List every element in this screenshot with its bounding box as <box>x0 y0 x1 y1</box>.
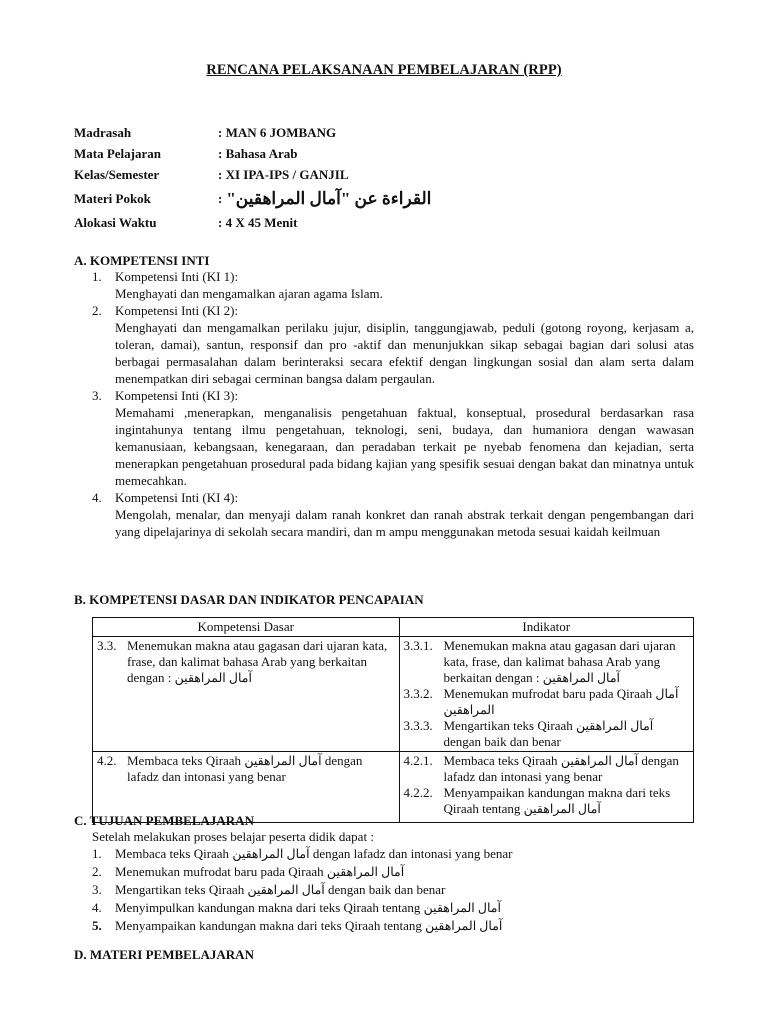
identity-row-materi <box>74 185 714 212</box>
tujuan-text: Menyampaikan kandungan makna dari teks Qiraah tentang <box>115 918 422 933</box>
column-header-indikator: Indikator <box>399 618 694 637</box>
madrasah-label: Madrasah <box>74 125 132 140</box>
kelas-value: : XI IPA-IPS / GANJIL <box>218 167 349 182</box>
indikator-cell <box>399 637 694 752</box>
tujuan-number: 1. <box>92 846 102 861</box>
indikator-text: Mengartikan teks Qiraah <box>443 718 573 733</box>
tujuan-text: Membaca teks Qiraah <box>115 846 230 861</box>
ki-item <box>92 268 694 302</box>
table-row <box>93 637 694 752</box>
ki-number: 2. <box>92 303 102 318</box>
arabic-phrase: آمال المراهقين <box>326 865 405 879</box>
identity-row-kelas <box>74 164 714 185</box>
arabic-phrase: آمال المراهقين <box>560 754 639 768</box>
tujuan-number: 2. <box>92 864 102 879</box>
section-b-heading: B. KOMPETENSI DASAR DAN INDIKATOR PENCAPAIAN <box>74 592 424 607</box>
arabic-phrase: آمال المراهقين <box>423 901 501 915</box>
document-title: RENCANA PELAKSANAAN PEMBELAJARAN (RPP) <box>206 62 562 78</box>
arabic-phrase: آمال المراهقين <box>542 671 621 685</box>
ki-description: Mengolah, menalar, dan menyaji dalam ranah konkret dan ranah abstrak terkait dengan pengembangan dari yang dipelajarinya di sekolah secara mandiri, dan m ampu menggunakan metoda sesuai kaidah keilmuan <box>115 507 694 539</box>
indikator-entry <box>404 638 690 686</box>
indikator-number: 3.3.3. <box>403 718 433 733</box>
table-header-row <box>93 618 694 637</box>
tujuan-number: 5. <box>92 918 102 933</box>
identity-row-mapel <box>74 143 714 164</box>
ki-number: 3. <box>92 388 102 403</box>
ki-title: Kompetensi Inti (KI 2): <box>115 303 239 318</box>
indikator-text: Menyampaikan kandungan makna dari teks Qiraah tentang <box>443 785 671 816</box>
arabic-phrase: آمال المراهقين <box>575 719 654 733</box>
arabic-phrase: آمال المراهقين <box>174 671 252 685</box>
alokasi-value: : 4 X 45 Menit <box>218 215 298 230</box>
kd-number: 3.3. <box>97 638 117 653</box>
madrasah-value: : MAN 6 JOMBANG <box>218 125 337 140</box>
identity-block <box>74 122 714 233</box>
mapel-value: : Bahasa Arab <box>218 146 298 161</box>
tujuan-text: dengan lafadz dan intonasi yang benar <box>312 846 513 861</box>
indikator-number: 3.3.2. <box>403 686 433 701</box>
materi-label: Materi Pokok <box>74 191 151 206</box>
tujuan-number: 4. <box>92 900 102 915</box>
ki-number: 4. <box>92 490 102 505</box>
kompetensi-inti-list <box>92 268 694 540</box>
indikator-text: Menemukan mufrodat baru pada Qiraah <box>443 686 653 701</box>
arabic-phrase: آمال المراهقين <box>247 883 325 897</box>
arabic-phrase: آمال المراهقين <box>425 919 503 933</box>
arabic-phrase: آمال المراهقين <box>443 687 679 717</box>
kd-indikator-table <box>92 617 694 823</box>
ki-item <box>92 302 694 387</box>
tujuan-text: Menemukan mufrodat baru pada Qiraah <box>115 864 324 879</box>
ki-item <box>92 387 694 489</box>
mapel-label: Mata Pelajaran <box>74 146 162 161</box>
indikator-entry <box>404 718 690 750</box>
kd-entry <box>97 753 395 785</box>
section-c-heading: C. TUJUAN PEMBELAJARAN <box>74 813 254 828</box>
alokasi-label: Alokasi Waktu <box>74 215 157 230</box>
tujuan-text: Menyimpulkan kandungan makna dari teks Qiraah tentang <box>115 900 421 915</box>
ki-number: 1. <box>92 269 102 284</box>
ki-item <box>92 489 694 540</box>
kd-cell <box>93 637 400 752</box>
ki-description: Memahami ,menerapkan, menganalisis pengetahuan faktual, konseptual, prosedural berdasarkan rasa ingintahunya tentang ilmu pengetahuan, teknologi, seni, budaya, dan humaniora dengan wawasan kemanusiaan, kebangsaan, kenegaraan, dan peradaban terkait pe nyebab fenomena dan kejadian, serta menerapkan pengetahuan prosedural pada bidang kajian yang spesifik sesuai dengan bakat dan minatnya untuk memecahkan. <box>115 405 694 488</box>
indikator-cell <box>399 752 694 823</box>
kd-entry <box>97 638 395 686</box>
kelas-label: Kelas/Semester <box>74 167 160 182</box>
arabic-phrase: آمال المراهقين <box>244 754 322 768</box>
materi-colon: : <box>218 191 223 206</box>
kd-text: Menemukan makna atau gagasan dari ujaran kata, frase, dan kalimat bahasa Arab yang berkaitan dengan : <box>127 638 388 685</box>
indikator-number: 4.2.2. <box>403 785 433 800</box>
indikator-number: 3.3.1. <box>403 638 433 653</box>
column-header-kd: Kompetensi Dasar <box>93 618 400 637</box>
ki-description: Menghayati dan mengamalkan perilaku jujur, disiplin, tanggungjawab, peduli (gotong royong, kerjasam a, toleran, damai), santun, responsif dan pro -aktif dan menunjukkan sikap sebagai bagian dari solusi atas berbagai permasalahan dalam berinteraksi secara efektif dengan lingkungan sosial dan alam serta dalam menempatkan diri sebagai cerminan bangsa dalam pergaulan. <box>115 320 694 386</box>
indikator-text: Membaca teks Qiraah <box>443 753 558 768</box>
indikator-text: dengan baik dan benar <box>443 734 561 749</box>
tujuan-intro: Setelah melakukan proses belajar peserta didik dapat : <box>92 829 374 844</box>
identity-row-madrasah <box>74 122 714 143</box>
tujuan-text: Mengartikan teks Qiraah <box>115 882 245 897</box>
arabic-phrase: آمال المراهقين <box>523 802 601 816</box>
tujuan-list <box>92 828 694 935</box>
list-item <box>92 917 694 935</box>
ki-title: Kompetensi Inti (KI 3): <box>115 388 239 403</box>
indikator-entry <box>404 785 690 817</box>
indikator-entry <box>404 753 690 785</box>
section-d-heading: D. MATERI PEMBELAJARAN <box>74 947 254 962</box>
kd-text: Membaca teks Qiraah <box>127 753 242 768</box>
ki-description: Menghayati dan mengamalkan ajaran agama Islam. <box>115 286 383 301</box>
materi-value-arabic: القراءة عن "آمال المراهقين" <box>226 189 432 208</box>
indikator-number: 4.2.1. <box>403 753 433 768</box>
tujuan-text: dengan baik dan benar <box>328 882 446 897</box>
list-item <box>92 899 694 917</box>
arabic-phrase: آمال المراهقين <box>232 847 310 861</box>
indikator-entry <box>404 686 690 718</box>
list-item <box>92 845 694 863</box>
ki-title: Kompetensi Inti (KI 1): <box>115 269 239 284</box>
identity-row-alokasi <box>74 212 714 233</box>
kd-text: dengan lafadz dan intonasi yang benar <box>127 753 363 784</box>
indikator-text: Menemukan makna atau gagasan dari ujaran kata, frase, dan kalimat bahasa Arab yang berkaitan dengan : <box>443 638 676 685</box>
kd-number: 4.2. <box>97 753 117 768</box>
indikator-text: dengan lafadz dan intonasi yang benar <box>443 753 679 784</box>
list-item <box>92 863 694 881</box>
section-a-heading: A. KOMPETENSI INTI <box>74 253 210 268</box>
ki-title: Kompetensi Inti (KI 4): <box>115 490 239 505</box>
tujuan-number: 3. <box>92 882 102 897</box>
list-item <box>92 881 694 899</box>
